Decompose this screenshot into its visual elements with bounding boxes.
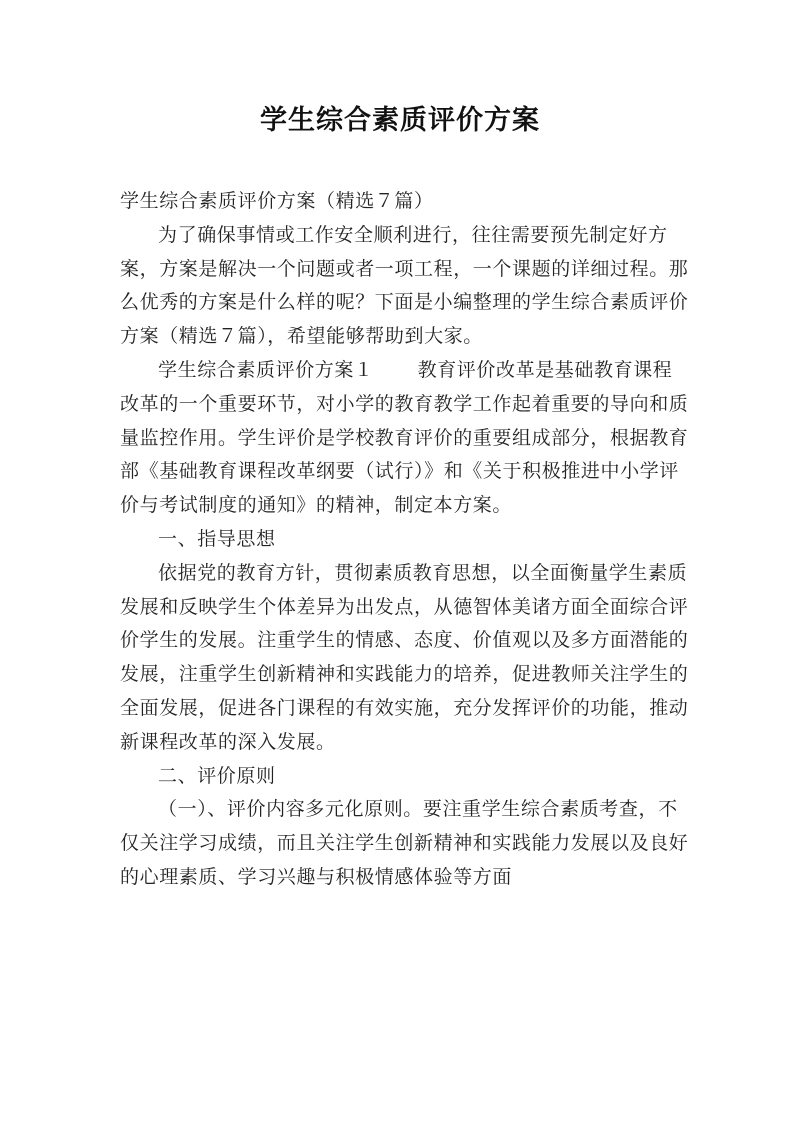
intro-paragraph: 为了确保事情或工作安全顺利进行，往往需要预先制定好方案，方案是解决一个问题或者一项工程，一个课题的详细过程。那么优秀的方案是什么样的呢？下面是小编整理的学生综合素质评价方案（精选７篇），希望能够帮助到大家。: [120, 223, 689, 348]
section1-paragraph: [120, 354, 690, 523]
document-title: 学生综合素质评价方案: [260, 105, 540, 136]
heading-principles: 二、评价原则: [158, 764, 276, 787]
section1-text: 教育评价改革是基础教育课程改革的一个重要环节，对小学的教育教学工作起着重要的导向和质量监控作用。学生评价是学校教育评价的重要组成部分，根据教育部《基础教育课程改革纲要（试行）》和《关于积极推进中小学评价与考试制度的通知》的精神，制定本方案。: [120, 358, 689, 517]
document-subtitle: 学生综合素质评价方案（精选７篇）: [120, 190, 434, 212]
document-body: [120, 185, 690, 895]
heading-guiding: 一、指导思想: [158, 527, 276, 550]
guiding-paragraph: 依据党的教育方针，贯彻素质教育思想，以全面衡量学生素质发展和反映学生个体差异为出发点，从德智体美诸方面全面综合评价学生的发展。注重学生的情感、态度、价值观以及多方面潜能的发展，注重学生创新精神和实践能力的培养，促进教师关注学生的全面发展，促进各门课程的有效实施，充分发挥评价的功能，推动新课程改革的深入发展。: [120, 561, 689, 753]
section1-heading: 学生综合素质评价方案１: [158, 358, 374, 381]
principle1-paragraph: （一）、评价内容多元化原则。要注重学生综合素质考查，不仅关注学习成绩，而且关注学生创新精神和实践能力发展以及良好的心理素质、学习兴趣与积极情感体验等方面: [120, 798, 689, 888]
